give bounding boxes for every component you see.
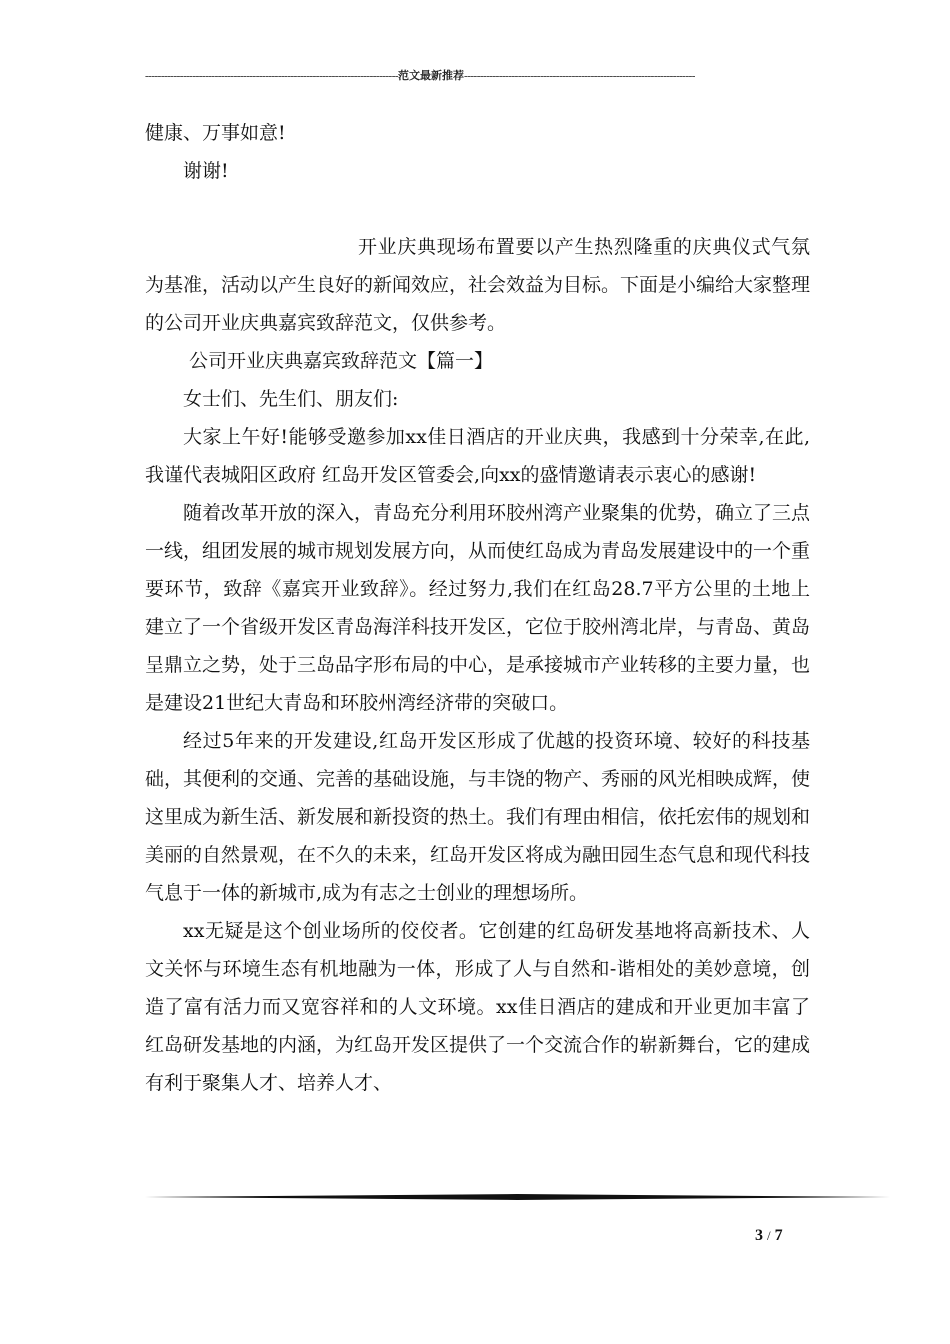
paragraph-closing-wish: 健康、万事如意! (145, 122, 286, 144)
blank-line (145, 190, 810, 228)
header-right-rule: ------------------------------------------------------------------------- (464, 70, 695, 82)
paragraph-xx-leader: xx无疑是这个创业场所的佼佼者。它创建的红岛研发基地将高新技术、人文关怀与环境生态有机地融为一体，形成了人与自然和-谐相处的美妙意境，创造了富有活力而又宽容祥和的人文环境。xx佳日酒店的建成和开业更加丰富了红岛研发基地的内涵，为红岛开发区提供了一个交流合作的崭新舞台，它的建成有利于聚集人才、培养人才、 (145, 920, 811, 1094)
paragraph-thanks: 谢谢! (183, 160, 229, 182)
page-total: 7 (774, 1227, 783, 1244)
paragraph-five-years: 经过5年来的开发建设,红岛开发区形成了优越的投资环境、较好的科技基础，其便利的交通、完善的基础设施，与丰饶的物产、秀丽的风光相映成辉，使这里成为新生活、新发展和新投资的热土。我们有理由相信，依托宏伟的规划和美丽的自然景观，在不久的未来，红岛开发区将成为融田园生态气息和现代科技气息于一体的新城市,成为有志之士创业的理想场所。 (145, 730, 811, 904)
page-number (755, 1227, 815, 1245)
header-left-rule: -------------------------------------------------------------------------------- (145, 70, 399, 82)
paragraph-development: 随着改革开放的深入，青岛充分利用环胶州湾产业聚集的优势，确立了三点一线，组团发展的城市规划发展方向，从而使红岛成为青岛发展建设中的一个重要环节，致辞《嘉宾开业致辞》。经过努力,我们在红岛28.7平方公里的土地上建立了一个省级开发区青岛海洋科技开发区，它位于胶州湾北岸，与青岛、黄岛呈鼎立之势，处于三岛品字形布局的中心，是承接城市产业转移的主要力量，也是建设21世纪大青岛和环胶州湾经济带的突破口。 (145, 502, 811, 714)
paragraph-salutation: 女士们、先生们、朋友们: (183, 388, 399, 410)
page-header (145, 66, 790, 86)
page-separator: / (767, 1228, 771, 1243)
paragraph-greeting: 大家上午好!能够受邀参加xx佳日酒店的开业庆典，我感到十分荣幸,在此,我谨代表城阳区政府 红岛开发区管委会,向xx的盛情邀请表示衷心的感谢! (145, 426, 810, 486)
document-body (145, 114, 810, 1102)
header-title: 范文最新推荐 (398, 69, 465, 82)
section-heading: 公司开业庆典嘉宾致辞范文【篇一】 (189, 350, 494, 372)
footer-divider (145, 1194, 890, 1200)
page-current: 3 (755, 1227, 763, 1244)
paragraph-intro: 开业庆典现场布置要以产生热烈隆重的庆典仪式气氛为基准，活动以产生良好的新闻效应，社会效益为目标。下面是小编给大家整理的公司开业庆典嘉宾致辞范文，仅供参考。 (145, 236, 811, 334)
